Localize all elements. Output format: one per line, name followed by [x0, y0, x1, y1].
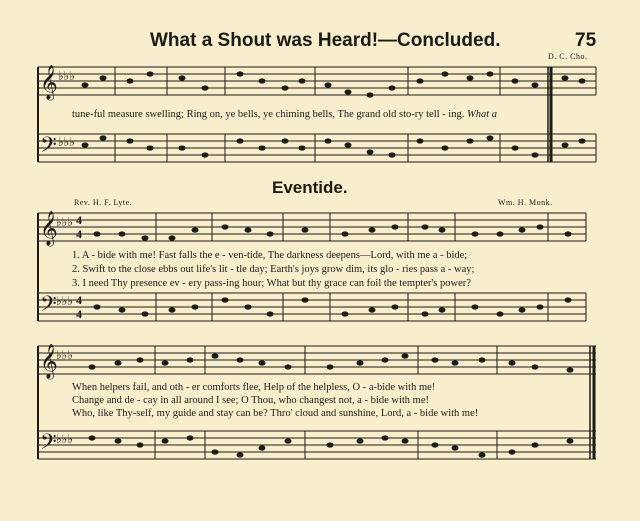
top-lyric-text: tune-ful measure swelling; Ring on, ye bells, ye chiming bells, The grand old sto-ry tell - ing. [72, 109, 465, 120]
lyricist-credit: Rev. H. F. Lyte. [74, 198, 133, 207]
verse-line-3b: Who, like Thy-self, my guide and stay can be? Thro' cloud and sunshine, Lord, a - bide with me! [72, 408, 479, 419]
page-number: 75 [575, 30, 597, 51]
composer-credit: Wm. H. Monk. [498, 198, 553, 207]
time-sig-top-den: 4 [76, 227, 82, 241]
bass-clef-icon: 𝄢 [40, 292, 57, 321]
page-title: What a Shout was Heard!—Concluded. [150, 30, 501, 51]
svg-text:♭♭♭: ♭♭♭ [56, 215, 73, 229]
svg-text:♭♭♭: ♭♭♭ [56, 432, 73, 446]
svg-text:♭♭♭: ♭♭♭ [58, 135, 75, 149]
dc-cho-marking: D. C. Cho. [548, 52, 588, 61]
svg-text:♭♭♭: ♭♭♭ [58, 69, 75, 83]
top-lyric-cue: What a [466, 109, 497, 120]
time-sig-bass-den: 4 [76, 307, 82, 321]
verse-line-3: 3. I need Thy presence ev - ery pass-ing hour; What but thy grace can foil the tempter's power? [72, 278, 471, 289]
verse-line-2: 2. Swift to the close ebbs out life's lit - tle day; Earth's joys grow dim, its glo - ries pass a - way; [72, 264, 475, 275]
verse-block-b [72, 382, 478, 421]
verse-line-2b: Change and de - cay in all around I see; O Thou, who changest not, a - bide with me! [72, 395, 429, 406]
svg-text:♭♭♭: ♭♭♭ [56, 348, 73, 362]
bass-clef-icon: 𝄢 [40, 430, 57, 459]
hymn-title: Eventide. [272, 178, 348, 197]
bass-clef-icon: 𝄢 [40, 133, 57, 162]
treble-clef-icon: 𝄞 [40, 212, 58, 245]
treble-clef-icon: 𝄞 [40, 345, 58, 378]
verse-line-1b: When helpers fail, and oth - er comforts flee, Help of the helpless, O - a-bide with me! [72, 382, 436, 393]
svg-text:♭♭♭: ♭♭♭ [56, 294, 73, 308]
time-sig-bass-num: 4 [76, 293, 82, 307]
time-sig-top-num: 4 [76, 213, 82, 227]
treble-clef-icon: 𝄞 [40, 66, 58, 99]
verse-line-1: 1. A - bide with me! Fast falls the e - ven-tide, The darkness deepens—Lord, with me a - bide; [72, 250, 468, 261]
